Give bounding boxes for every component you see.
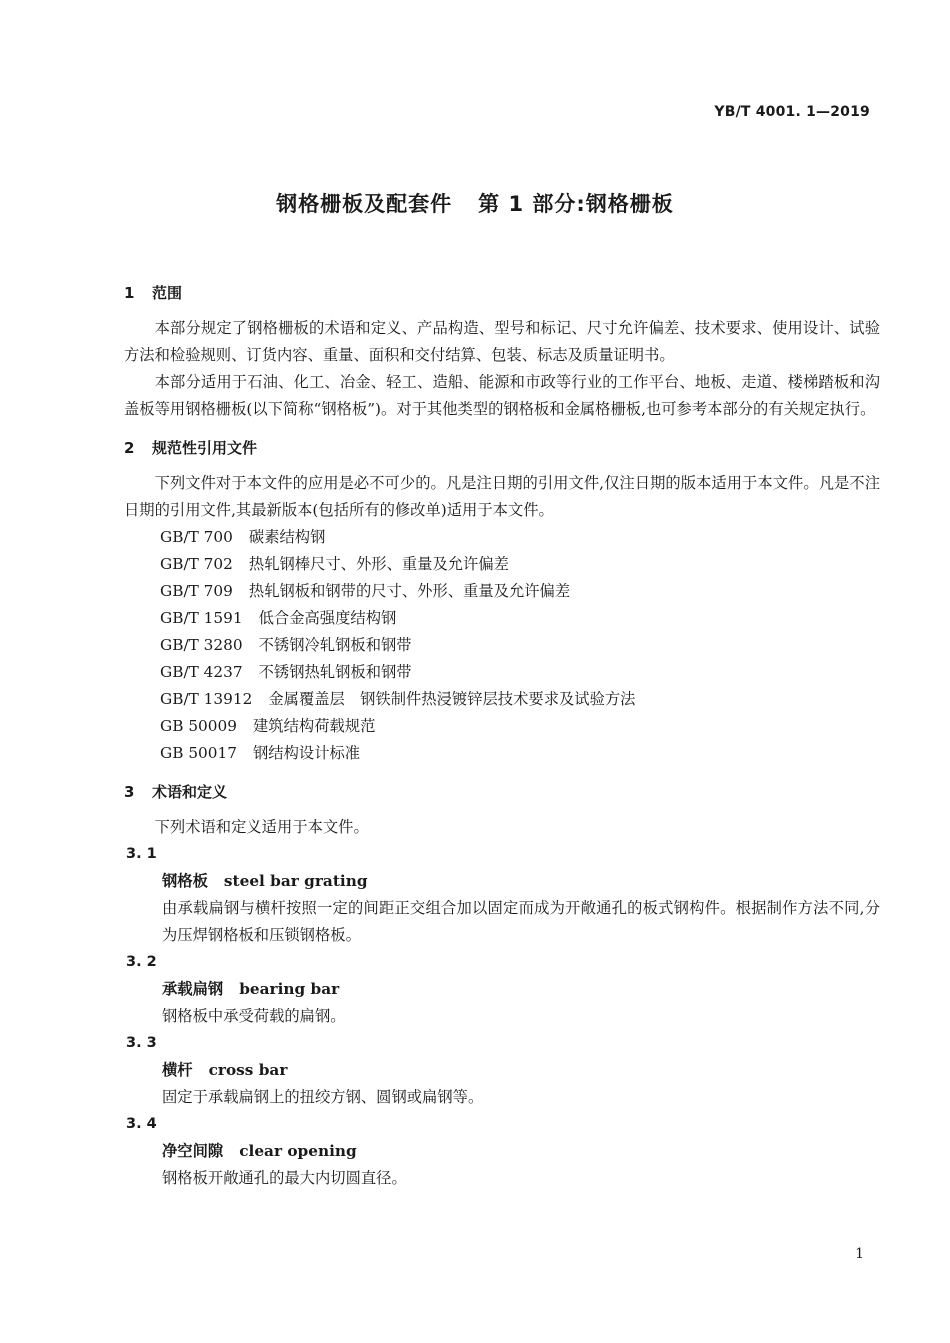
reference-item — [160, 524, 950, 551]
reference-title: 低合金高强度结构钢 — [258, 609, 397, 627]
reference-code: GB/T 709 — [160, 582, 233, 600]
standard-code: YB/T 4001. 1—2019 — [714, 104, 870, 120]
term-name-zh: 钢格板 — [162, 872, 208, 890]
reference-code: GB/T 1591 — [160, 609, 243, 627]
reference-item — [160, 605, 950, 632]
reference-item — [160, 578, 950, 605]
section-number: 1 — [124, 284, 135, 302]
document-title — [0, 188, 950, 218]
terms-intro: 下列术语和定义适用于本文件。 — [154, 818, 369, 836]
term-name-zh: 承载扁钢 — [162, 980, 224, 998]
normative-intro: 下列文件对于本文件的应用是必不可少的。凡是注日期的引用文件,仅注日期的版本适用于本文件。凡是不注日期的引用文件,其最新版本(包括所有的修改单)适用于本文件。 — [124, 474, 880, 519]
term-name — [162, 1057, 950, 1084]
term-definition: 由承载扁钢与横杆按照一定的间距正交组合加以固定而成为开敞通孔的板式钢构件。根据制作方法不同,分为压焊钢格板和压锁钢格板。 — [162, 899, 880, 944]
term-name-zh: 横杆 — [162, 1061, 193, 1079]
reference-code: GB 50009 — [160, 717, 237, 735]
term-name — [162, 868, 950, 895]
document-title-part: 第 1 部分:钢格栅板 — [478, 192, 674, 216]
term-number: 3. 1 — [126, 846, 157, 862]
section-number: 3 — [124, 783, 135, 801]
reference-title: 不锈钢热轧钢板和钢带 — [258, 663, 412, 681]
term-name-en: bearing bar — [239, 980, 340, 998]
page-number: 1 — [855, 1246, 864, 1262]
reference-title: 热轧钢板和钢带的尺寸、外形、重量及允许偏差 — [248, 582, 571, 600]
reference-code: GB/T 13912 — [160, 690, 253, 708]
reference-code: GB/T 3280 — [160, 636, 243, 654]
reference-title: 钢结构设计标准 — [253, 744, 361, 762]
term-definition: 钢格板开敞通孔的最大内切圆直径。 — [162, 1169, 407, 1187]
term-name-en: steel bar grating — [223, 872, 368, 890]
reference-title: 热轧钢棒尺寸、外形、重量及允许偏差 — [248, 555, 509, 573]
reference-item — [160, 659, 950, 686]
scope-paragraph-1: 本部分规定了钢格栅板的术语和定义、产品构造、型号和标记、尺寸允许偏差、技术要求、使用设计、试验方法和检验规则、订货内容、重量、面积和交付结算、包装、标志及质量证明书。 — [124, 319, 880, 364]
reference-code: GB 50017 — [160, 744, 237, 762]
section-number: 2 — [124, 439, 135, 457]
term-definition: 钢格板中承受荷载的扁钢。 — [162, 1007, 346, 1025]
term-name-en: clear opening — [239, 1142, 357, 1160]
section-title: 范围 — [152, 284, 183, 302]
term-name-zh: 净空间隙 — [162, 1142, 224, 1160]
reference-item — [160, 551, 950, 578]
scope-paragraph-2: 本部分适用于石油、化工、冶金、轻工、造船、能源和市政等行业的工作平台、地板、走道、楼梯踏板和沟盖板等用钢格栅板(以下简称“钢格板”)。对于其他类型的钢格板和金属格栅板,也可参考本部分的有关规定执行。 — [124, 373, 880, 418]
section-title: 规范性引用文件 — [152, 439, 258, 457]
term-definition: 固定于承载扁钢上的扭绞方钢、圆钢或扁钢等。 — [162, 1088, 484, 1106]
term-number: 3. 2 — [126, 954, 157, 970]
section-heading-terms — [124, 779, 950, 806]
term-number: 3. 3 — [126, 1035, 157, 1051]
reference-item — [160, 740, 950, 767]
term-number: 3. 4 — [126, 1116, 157, 1132]
reference-item — [160, 686, 950, 713]
term-name-en: cross bar — [208, 1061, 288, 1079]
term-name — [162, 976, 950, 1003]
document-title-main: 钢格栅板及配套件 — [276, 192, 453, 216]
section-title: 术语和定义 — [152, 783, 228, 801]
section-heading-normative — [124, 435, 950, 462]
reference-code: GB/T 4237 — [160, 663, 243, 681]
reference-item — [160, 713, 950, 740]
reference-item — [160, 632, 950, 659]
document-body — [0, 280, 950, 1192]
reference-code: GB/T 702 — [160, 555, 233, 573]
reference-code: GB/T 700 — [160, 528, 233, 546]
reference-title: 碳素结构钢 — [248, 528, 326, 546]
reference-title: 建筑结构荷载规范 — [253, 717, 376, 735]
term-name — [162, 1138, 950, 1165]
reference-title: 金属覆盖层 钢铁制件热浸镀锌层技术要求及试验方法 — [268, 690, 636, 708]
section-heading-scope — [124, 280, 950, 307]
reference-title: 不锈钢冷轧钢板和钢带 — [258, 636, 412, 654]
